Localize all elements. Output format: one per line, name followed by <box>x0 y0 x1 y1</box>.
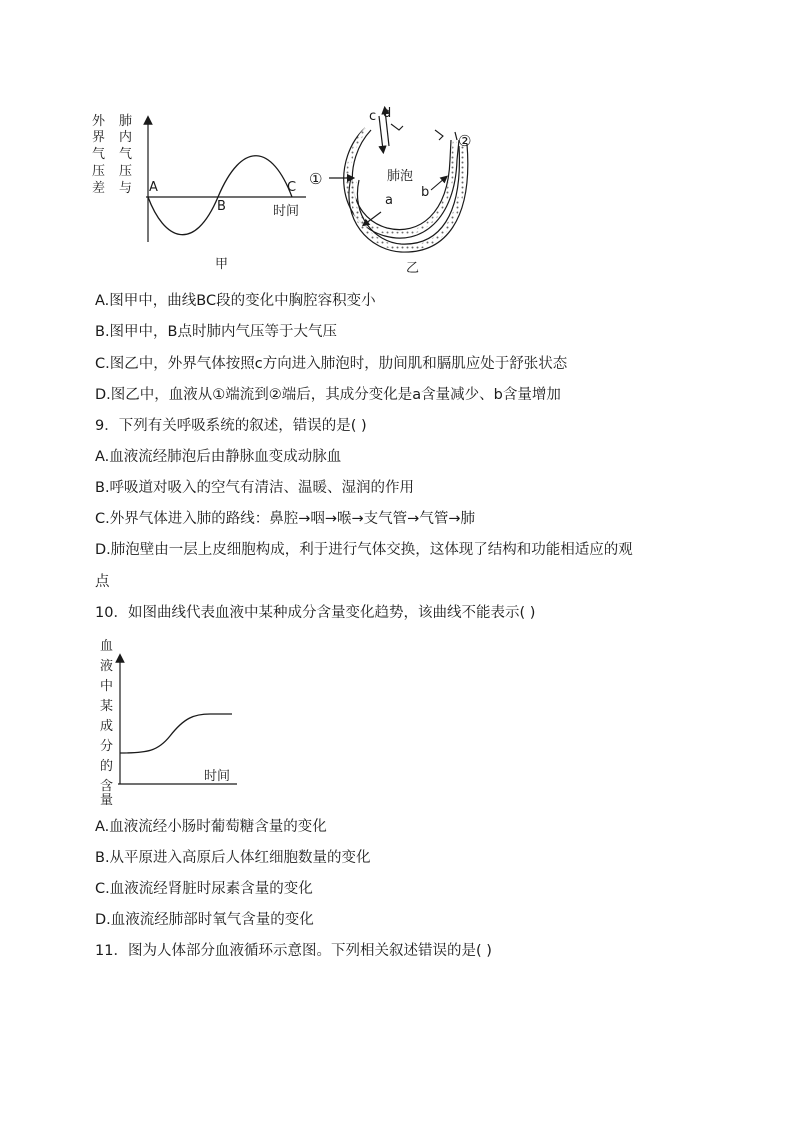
label-2: ② <box>458 132 472 150</box>
figure-jia <box>86 104 316 274</box>
point-b-label: B <box>217 199 226 214</box>
q9-option-c: C.外界气体进入肺的路线：鼻腔→咽→喉→支气管→气管→肺 <box>95 511 475 527</box>
label-c: c <box>369 109 377 124</box>
q10-y-label-3: 中 <box>100 679 114 694</box>
y-label-left-5: 差 <box>92 181 106 196</box>
q10-y-label-1: 血 <box>100 639 114 654</box>
q10-option-a: A.血液流经小肠时葡萄糖含量的变化 <box>95 819 327 835</box>
caption-yi: 乙 <box>406 261 420 276</box>
y-label-right-3: 气 <box>119 147 133 162</box>
q10-y-label-9: 量 <box>100 793 114 808</box>
q10-option-b: B.从平原进入高原后人体红细胞数量的变化 <box>95 850 371 866</box>
q10-y-label-6: 分 <box>100 739 114 754</box>
q9-stem: 9．下列有关呼吸系统的叙述，错误的是( ) <box>95 418 367 434</box>
figure-q10 <box>92 634 252 810</box>
y-label-left-2: 界 <box>92 130 106 145</box>
q8-option-b: B.图甲中，B点时肺内气压等于大气压 <box>95 324 338 340</box>
q10-y-label-4: 某 <box>100 699 114 714</box>
q10-y-label-5: 成 <box>100 719 114 734</box>
q9-option-d-line1: D.肺泡壁由一层上皮细胞构成，利于进行气体交换，这体现了结构和功能相适应的观 <box>95 542 633 558</box>
label-b: b <box>421 185 430 200</box>
label-1: ① <box>309 170 323 188</box>
label-d: d <box>383 106 392 121</box>
q10-option-c: C.血液流经肾脏时尿素含量的变化 <box>95 881 313 897</box>
q8-option-c: C.图乙中，外界气体按照c方向进入肺泡时，肋间肌和膈肌应处于舒张状态 <box>95 356 568 372</box>
y-label-right-1: 肺 <box>119 114 133 129</box>
q9-option-d-line2: 点 <box>95 574 110 590</box>
y-label-left-3: 气 <box>92 147 106 162</box>
q10-y-label-8: 含 <box>100 779 114 794</box>
q8-option-d: D.图乙中，血液从①端流到②端后，其成分变化是a含量减少、b含量增加 <box>95 387 561 403</box>
figure-yi <box>305 100 490 278</box>
x-axis-label: 时间 <box>273 204 300 219</box>
y-label-left-1: 外 <box>92 114 106 129</box>
y-label-right-4: 压 <box>119 164 133 179</box>
point-a-label: A <box>149 180 158 195</box>
q9-option-a: A.血液流经肺泡后由静脉血变成动脉血 <box>95 449 342 465</box>
pressure-curve <box>148 156 292 235</box>
q10-y-label-7: 的 <box>100 759 114 774</box>
q10-x-label: 时间 <box>204 769 231 784</box>
q11-stem: 11．图为人体部分血液循环示意图。下列相关叙述错误的是( ) <box>95 943 492 959</box>
q10-stem: 10．如图曲线代表血液中某种成分含量变化趋势，该曲线不能表示( ) <box>95 605 536 621</box>
y-label-left-4: 压 <box>92 164 106 179</box>
y-label-right-2: 内 <box>119 130 133 145</box>
label-a: a <box>385 193 393 208</box>
q8-option-a: A.图甲中，曲线BC段的变化中胸腔容积变小 <box>95 293 376 309</box>
q10-y-label-2: 液 <box>100 659 114 674</box>
label-alveolus: 肺泡 <box>387 169 414 184</box>
y-label-right-5: 与 <box>119 181 133 196</box>
point-c-label: C <box>287 180 297 195</box>
q9-option-b: B.呼吸道对吸入的空气有清洁、温暖、湿润的作用 <box>95 480 415 496</box>
q10-curve <box>120 714 232 753</box>
q10-option-d: D.血液流经肺部时氧气含量的变化 <box>95 912 314 928</box>
caption-jia: 甲 <box>215 257 229 272</box>
